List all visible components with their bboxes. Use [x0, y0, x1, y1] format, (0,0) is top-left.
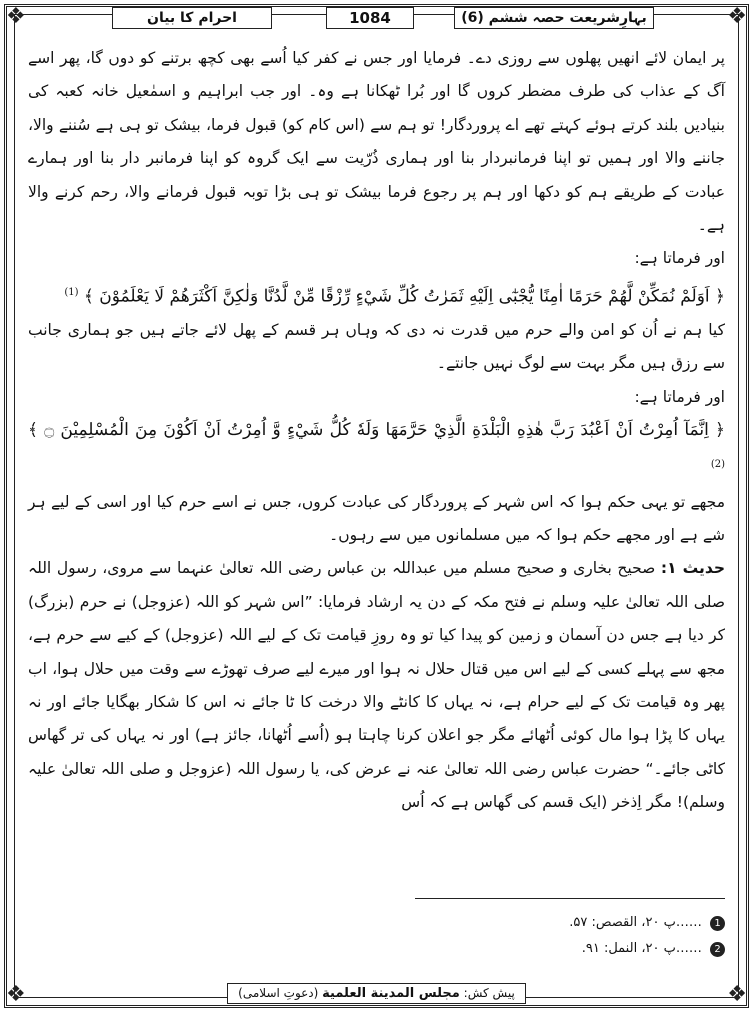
footer-prefix: پیش کش: — [463, 986, 515, 1000]
verse-text: ﴿ اِنَّمَآ اُمِرْتُ اَنْ اَعْبُدَ رَبَّ هٰذِهِ الْبَلْدَةِ الَّذِيْ حَرَّمَهَا وَلَهٗ كُلُّ شَيْءٍ وَّ اُمِرْتُ اَنْ اَكُوْنَ مِنَ الْمُسْلِمِيْنَ ۝ ﴾ — [28, 420, 726, 441]
verse-translation: مجھے تو یہی حکم ہوا کہ اس شہر کے پروردگار کی عبادت کروں، جس نے اسے حرم کیا اور اسی کے لیے ہر شے ہے اور مجھے حکم ہوا کہ میں مسلمانوں میں سے رہوں۔ — [28, 492, 725, 544]
quran-verse — [28, 276, 725, 314]
verse-translation: کیا ہم نے اُن کو امن والے حرم میں قدرت نہ دی کہ وہاں ہر قسم کے پھل لائے جاتے ہیں جو ہماری جانب سے رزق ہیں مگر بہت سے لوگ نہیں جانتے۔ — [28, 320, 725, 373]
footnote-text: ……پ ۲۰، النمل: ۹۱. — [581, 941, 702, 956]
hadith-paragraph — [28, 552, 725, 819]
footnotes — [325, 910, 725, 962]
page-number: 1084 — [326, 7, 414, 29]
corner-ornament-icon: ❖ — [727, 982, 747, 1007]
verse-text: ﴿ اَوَلَمْ نُمَكِّنْ لَّهُمْ حَرَمًا اٰمِنًا يُّجْبٰٓى اِلَيْهِ ثَمَرٰتُ كُلِّ شَيْءٍ رِّزْقًا مِّنْ لَّدُنَّا وَلٰكِنَّ اَكْثَرَهُمْ لَا يَعْلَمُوْنَ ﴾ — [83, 286, 725, 307]
footnote-text: ……پ ۲۰، القصص: ۵۷. — [569, 915, 702, 930]
publisher-name: مجلس المدينة العلمية — [322, 986, 460, 1001]
publisher-box — [227, 983, 526, 1004]
intro-line: اور فرماتا ہے: — [634, 387, 725, 406]
page-footer — [0, 982, 753, 1007]
book-title: بہارِشریعت حصہ ششم (6) — [454, 7, 654, 29]
quran-verse — [28, 414, 725, 485]
chapter-title: احرام کا بیان — [112, 7, 272, 29]
corner-ornament-icon: ❖ — [6, 4, 26, 29]
footnote-number-icon: 1 — [710, 916, 725, 931]
intro-line: اور فرماتا ہے: — [634, 249, 725, 268]
footnote-item — [325, 936, 725, 962]
footnote-ref: (1) — [64, 286, 79, 298]
hadith-text: صحیح بخاری و صحیح مسلم میں عبداللہ بن عباس رضی اللہ تعالیٰ عنہما سے مروی، رسول اللہ صلی اللہ تعالیٰ علیہ وسلم نے فتح مکہ کے دن یہ ارشاد فرمایا: ”اس شہر کو اللہ (عزوجل) نے حرم (بزرگ) کر دیا ہے جس دن آسمان و زمین کو پیدا کیا تو وہ روزِ قیامت تک کے لیے اللہ (عزوجل) کے کیے سے حرم ہے، مجھ سے پہلے کسی کے لیے اس میں قتال حلال نہ ہوا اور میرے لیے صرف تھوڑے سے وقت میں حلال ہوا، اب پھر وہ قیامت تک کے لیے حرام ہے، نہ یہاں کا کانٹے والا درخت کا ٹا جائے نہ اس کا شکار بھگایا جائے اور نہ یہاں کا پڑا ہوا مال کوئی اُٹھائے مگر جو اعلان کرنا چاہتا ہو (اُسے اُٹھانا، جائز ہے) اور نہ یہاں کی تر گھاس کاٹی جائے۔“ حضرت عباس رضی اللہ تعالیٰ عنہ نے عرض کی، یا رسول اللہ (عزوجل و صلی اللہ تعالیٰ علیہ وسلم)! مگر اِذخر (ایک قسم کی گھاس ہے کہ اُس — [28, 559, 725, 812]
footnote-ref: (2) — [710, 458, 725, 470]
publisher-org: (دعوتِ اسلامی) — [238, 986, 319, 1000]
footnote-divider — [415, 898, 725, 899]
footnote-number-icon: 2 — [710, 942, 725, 957]
page-header — [0, 5, 753, 31]
page-body — [28, 42, 725, 898]
paragraph: پر ایمان لائے انھیں پھلوں سے روزی دے۔ فرمایا اور جس نے کفر کیا اُسے بھی کچھ برتنے کو دوں گا، پھر اسے آگ کے عذاب کی طرف مضطر کروں گا اور بُرا ٹھکانا ہے وہ۔ اور جب ابراہیم و اسمٰعیل خانہ کعبہ کی بنیادیں بلند کرتے ہوئے کہتے تھے اے پروردگار! تو ہم سے (اس کام کو) قبول فرما، بیشک تو ہی ہے سُننے والا، جاننے والا اور ہمیں تو اپنا فرمانبردار بنا اور ہماری ذُرّیت سے ایک گروہ کو اپنا فرمانبر دار بنا اور ہمارے عبادت کے طریقے ہم کو دکھا اور ہم پر رجوع فرما بیشک تو ہی بڑا توبہ قبول فرمانے والا، رحم کرنے والا ہے۔ — [28, 49, 725, 235]
footnote-item — [325, 910, 725, 936]
corner-ornament-icon: ❖ — [6, 982, 26, 1007]
corner-ornament-icon: ❖ — [727, 4, 747, 29]
hadith-label: حدیث ۱: — [660, 559, 726, 578]
